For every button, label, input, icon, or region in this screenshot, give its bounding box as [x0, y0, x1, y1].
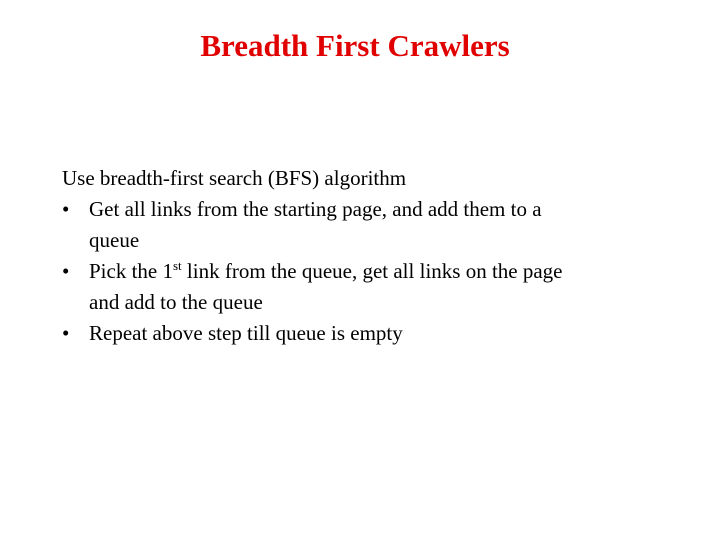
bullet-text-line — [89, 256, 682, 287]
bullet-item — [62, 318, 682, 349]
bullet-text-line: Repeat above step till queue is empty — [89, 321, 403, 345]
bullet-text-segment: link from the queue, get all links on the page — [181, 259, 563, 283]
ordinal-suffix: st — [173, 258, 182, 273]
bullet-dot-icon: • — [62, 259, 70, 283]
bullet-list — [62, 194, 682, 349]
bullet-text-line: queue — [89, 228, 140, 252]
intro-text: Use breadth-first search (BFS) algorithm — [62, 166, 407, 190]
bullet-text-segment: Pick the 1 — [89, 259, 173, 283]
slide-title: Breadth First Crawlers — [200, 28, 510, 63]
bullet-dot-icon: • — [62, 197, 70, 221]
bullet-item — [62, 194, 682, 256]
bullet-text-line: and add to the queue — [89, 290, 263, 314]
bullet-dot-icon: • — [62, 321, 70, 345]
bullet-text-line: Get all links from the starting page, and add them to a — [89, 197, 542, 221]
slide-body — [62, 163, 682, 349]
bullet-item — [62, 256, 682, 318]
